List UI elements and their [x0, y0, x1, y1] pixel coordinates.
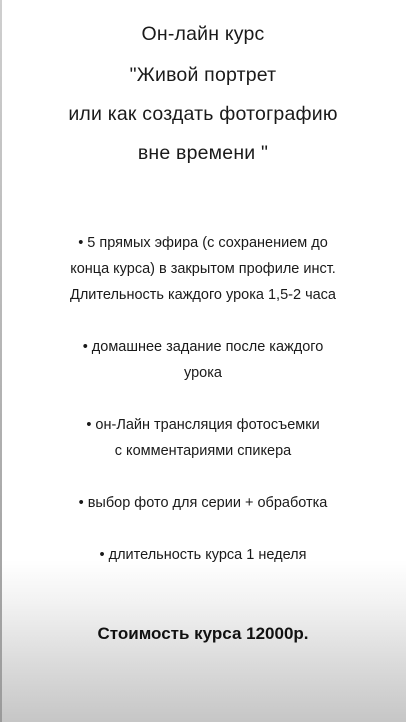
- course-price: Стоимость курса 12000р.: [97, 624, 309, 643]
- bullet-live-sessions-line-3: Длительность каждого урока 1,5-2 часа: [70, 287, 336, 303]
- bullet-homework-line-1: • домашнее задание после каждого: [82, 339, 324, 355]
- bullet-homework-line-2: урока: [184, 365, 222, 381]
- course-title-line-4: вне времени ": [137, 142, 269, 164]
- course-title-line-2: "Живой портрет: [129, 64, 277, 86]
- bullet-live-sessions-line-1: • 5 прямых эфира (с сохранением до: [78, 235, 328, 251]
- course-title-line-3: или как создать фотографию: [68, 103, 338, 125]
- bullet-online-shoot-line-1: • он-Лайн трансляция фотосъемки: [86, 417, 320, 433]
- bullet-live-sessions-line-2: конца курса) в закрытом профиле инст.: [70, 261, 336, 277]
- bullet-course-duration: • длительность курса 1 неделя: [99, 547, 307, 563]
- bullet-online-shoot-line-2: с комментариями спикера: [114, 443, 292, 459]
- bullet-photo-selection: • выбор фото для серии + обработка: [78, 495, 328, 511]
- course-title-line-1: Он-лайн курс: [141, 23, 265, 45]
